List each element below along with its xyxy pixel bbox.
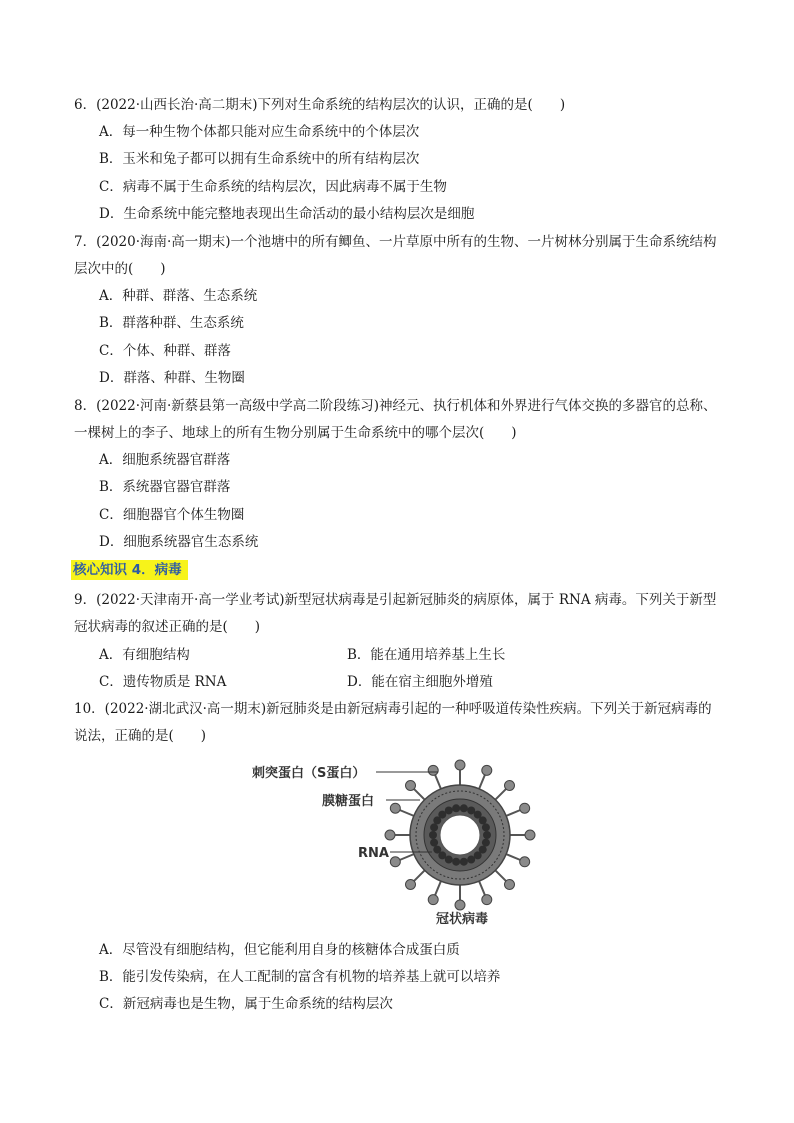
spike-head [482,765,492,775]
rna-bead [483,831,491,839]
spike-head [455,900,465,910]
q8-option-b: B．系统器官器官群落 [99,479,231,495]
q6-option-b: B．玉米和兔子都可以拥有生命系统中的所有结构层次 [99,151,420,167]
spike-head [520,857,530,867]
question-10-stem-line1: 10．(2022·湖北武汉·高一期末)新冠肺炎是由新冠病毒引起的一种呼吸道传染性疾病。下列关于新冠病毒的 [74,701,712,717]
rna-bead [433,846,441,854]
figure-caption: 冠状病毒 [436,912,489,927]
question-8-stem-line1: 8．(2022·河南·新蔡县第一高级中学高二阶段练习)神经元、执行机体和外界进行气体交换的多器官的总称、 [74,398,717,414]
section-heading-virus: 核心知识 4．病毒 [71,560,188,580]
spike-head [428,765,438,775]
coronavirus-diagram [250,757,550,932]
rna-bead [430,839,438,847]
rna-bead [482,823,490,831]
rna-bead [452,858,460,866]
question-10-stem-line2: 说法，正确的是( ) [74,728,207,744]
q9-option-b: B．能在通用培养基上生长 [347,647,506,663]
q7-option-a: A．种群、群落、生态系统 [99,288,258,304]
spike-head [520,803,530,813]
q9-option-a: A．有细胞结构 [99,647,190,663]
rna-bead [430,823,438,831]
rna-bead [482,839,490,847]
label-membrane-glycoprotein: 膜糖蛋白 [322,794,375,809]
rna-bead [479,816,487,824]
q7-option-c: C．个体、种群、群落 [99,343,231,359]
spike-head [482,895,492,905]
q10-option-c: C．新冠病毒也是生物，属于生命系统的结构层次 [99,996,393,1012]
q6-option-a: A．每一种生物个体都只能对应生命系统中的个体层次 [99,124,420,140]
spike-head [406,879,416,889]
q6-option-c: C．病毒不属于生命系统的结构层次，因此病毒不属于生物 [99,179,447,195]
question-6-stem: 6．(2022·山西长治·高二期末)下列对生命系统的结构层次的认识，正确的是( ) [74,97,566,113]
label-rna: RNA [358,846,389,861]
rna-bead [445,806,453,814]
spike-head [504,879,514,889]
rna-bead [460,804,468,812]
question-7-stem-line1: 7．(2020·海南·高一期末)一个池塘中的所有鲫鱼、一片草原中所有的生物、一片树林分别属于生命系统结构 [74,234,717,250]
q9-option-c: C．遗传物质是 RNA [99,674,227,690]
spike-head [390,857,400,867]
spike-head [385,830,395,840]
question-8-stem-line2: 一棵树上的李子、地球上的所有生物分别属于生命系统中的哪个层次( ) [74,425,517,441]
rna-bead [467,856,475,864]
rna-bead [429,831,437,839]
virus-core [440,815,480,855]
spike-head [455,760,465,770]
spike-head [428,895,438,905]
q8-option-a: A．细胞系统器官群落 [99,452,231,468]
question-7-stem-line2: 层次中的( ) [74,261,166,277]
q9-option-d: D．能在宿主细胞外增殖 [347,674,493,690]
spike-head [406,781,416,791]
q7-option-d: D．群落、种群、生物圈 [99,370,245,386]
q8-option-c: C．细胞器官个体生物圈 [99,507,245,523]
label-spike-protein: 刺突蛋白（S蛋白） [252,766,366,781]
coronavirus-figure [250,757,550,932]
q7-option-b: B．群落种群、生态系统 [99,315,244,331]
rna-bead [452,804,460,812]
spike-head [504,781,514,791]
q10-option-b: B．能引发传染病，在人工配制的富含有机物的培养基上就可以培养 [99,969,501,985]
spike-head [390,803,400,813]
question-9-stem-line1: 9．(2022·天津南开·高一学业考试)新型冠状病毒是引起新冠肺炎的病原体，属于 RNA 病毒。下列关于新型 [74,592,717,608]
q6-option-d: D．生命系统中能完整地表现出生命活动的最小结构层次是细胞 [99,206,475,222]
question-9-stem-line2: 冠状病毒的叙述正确的是( ) [74,619,261,635]
spike-head [525,830,535,840]
q8-option-d: D．细胞系统器官生态系统 [99,534,259,550]
rna-bead [460,858,468,866]
q10-option-a: A．尽管没有细胞结构，但它能利用自身的核糖体合成蛋白质 [99,942,460,958]
